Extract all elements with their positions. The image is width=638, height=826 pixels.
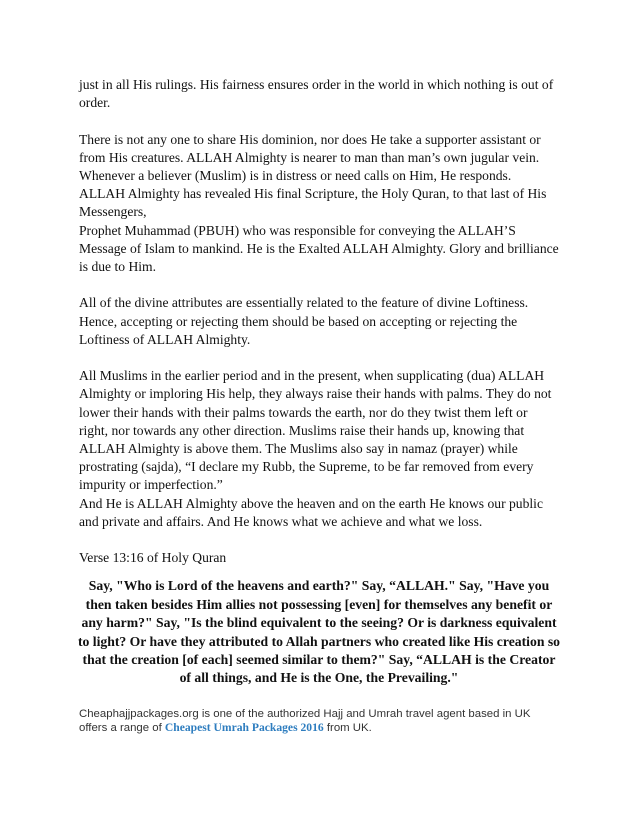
paragraph-divine-attributes: All of the divine attributes are essentially related to the feature of divine Loftiness. Hence, accepting or rejecting them should be based on accepting or rejecting the Loftiness of ALLAH Almighty. — [79, 295, 529, 347]
cheapest-umrah-packages-link[interactable]: Cheapest Umrah Packages 2016 — [164, 720, 324, 734]
document-page — [79, 76, 559, 735]
paragraph-dominion: There is not any one to share His dominion, nor does He take a supporter assistant or from His creatures. ALLAH Almighty is nearer to man than man’s own jugular vein. Whenever a believer (Muslim) is in distress or need calls on Him, He responds. ALLAH Almighty has revealed His final Scripture, the Holy Quran, to that last of His Messengers, — [79, 131, 547, 220]
paragraph-supplication: All Muslims in the earlier period and in the present, when supplicating (dua) ALLAH Almighty or imploring His help, they always raise their hands with palms. They do not lower their hands with their palms towards the earth, nor do they twist them left or right, nor towards any other direction. Muslims raise their hands up, knowing that ALLAH Almighty is above them. The Muslims also say in namaz (prayer) while prostrating (sajda), “I declare my Rubb, the Supreme, to be far removed from every impurity or imperfection.” — [79, 368, 552, 493]
footer-tail-text: from UK. — [326, 721, 372, 734]
footer-note — [79, 707, 559, 735]
paragraph-prophet: Prophet Muhammad (PBUH) who was responsible for conveying the ALLAH’S Message of Islam to mankind. He is the Exalted ALLAH Almighty. Glory and brilliance is due to Him. — [79, 222, 559, 275]
footer-lead-text: Cheaphajjpackages.org is one of the authorized Hajj and Umrah travel agent based in UK offers a range of — [79, 707, 531, 734]
verse-reference: Verse 13:16 of Holy Quran — [79, 550, 227, 566]
paragraph-fairness: just in all His rulings. His fairness ensures order in the world in which nothing is out of order. — [79, 77, 554, 111]
verse-quote: Say, "Who is Lord of the heavens and earth?" Say, “ALLAH." Say, "Have you then taken besides Him allies not possessing [even] for themselves any benefit or any harm?" Say, "Is the blind equivalent to the seeing? Or is darkness equivalent to light? Or have they attributed to Allah partners who created like His creation so that the creation [of each] seemed similar to them?" Say, “ALLAH is the Creator of all things, and He is the One, the Prevailing." — [77, 578, 561, 686]
paragraph-above-heaven: And He is ALLAH Almighty above the heaven and on the earth He knows our public and private and affairs. And He knows what we achieve and what we loss. — [79, 495, 543, 529]
